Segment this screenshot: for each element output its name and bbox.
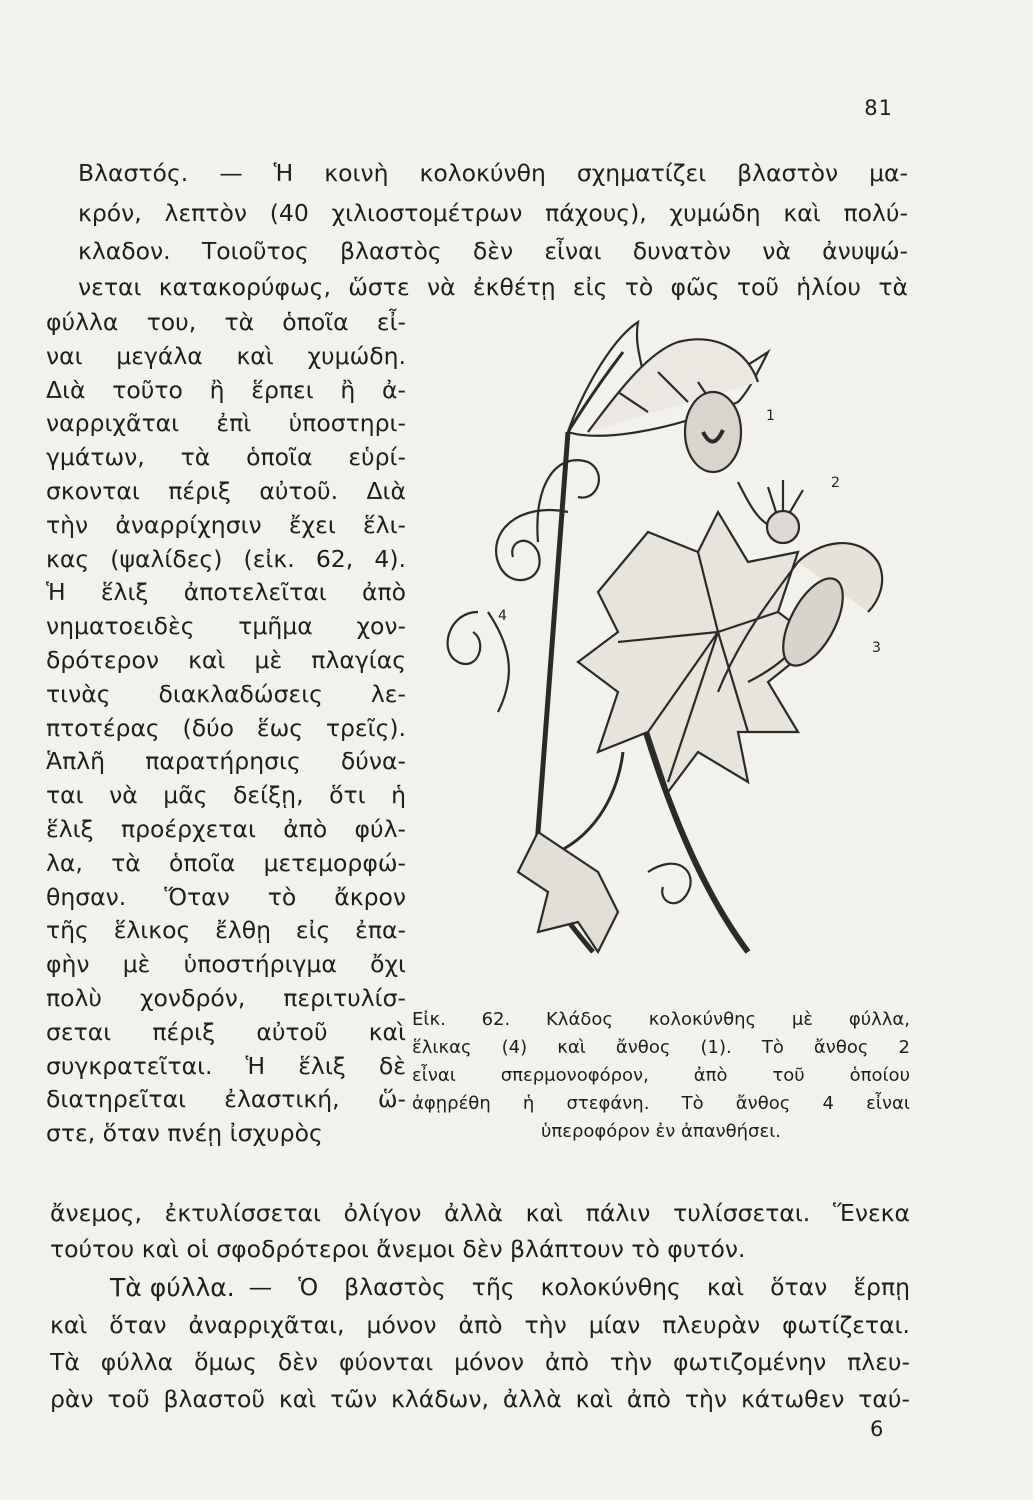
figure-label: 2 [831,475,840,491]
column-line: τινὰς διακλαδώσεις λε- [46,679,406,708]
figure-label: 1 [766,408,775,424]
text-line: τούτου καὶ οἱ σφοδρότεροι ἄνεμοι δὲν βλάπτουν τὸ φυτόν. [50,1235,746,1263]
text-line: ἄνεμος, ἐκτυλίσσεται ὀλίγον ἀλλὰ καὶ πάλιν τυλίσσεται. Ἕνεκα [50,1199,910,1227]
column-line: σκονται πέριξ αὐτοῦ. Διὰ [46,476,406,505]
column-line: θησαν. Ὅταν τὸ ἄκρον [46,882,406,911]
column-line: νηματοειδὲς τμῆμα χον- [46,612,406,641]
caption-line: ἀφῃρέθη ἡ στεφάνη. Τὸ ἄνθος 4 εἶναι [412,1093,910,1114]
column-line: σεται πέριξ αὐτοῦ καὶ [46,1017,406,1046]
wrapped-text-column [46,306,406,1151]
pumpkin-branch-illustration [418,312,918,1002]
column-line: δρότερον καὶ μὲ πλαγίας [46,645,406,674]
caption-line: εἶναι σπερμονοφόρον, ἀπὸ τοῦ ὁποίου [412,1065,910,1086]
signature-mark: 6 [870,1417,884,1441]
caption-line: Εἰκ. 62. Κλάδος κολοκύνθης μὲ φύλλα, [412,1009,910,1030]
column-line: ται νὰ μᾶς δείξῃ, ὅτι ἡ [46,781,406,810]
figure-pumpkin-branch [418,312,918,1002]
column-line: γμάτων, τὰ ὁποῖα εὑρί- [46,443,406,472]
column-line: κας (ψαλίδες) (εἰκ. 62, 4). [46,544,406,573]
column-line: φὴν μὲ ὑποστήριγμα ὄχι [46,950,406,979]
text-line: καὶ ὅταν ἀναρριχᾶται, μόνον ἀπὸ τὴν μίαν πλευρὰν φωτίζεται. [50,1311,910,1339]
text-line: ρὰν τοῦ βλαστοῦ καὶ τῶν κλάδων, ἀλλὰ καὶ ἀπὸ τὴν κάτωθεν ταύ- [50,1385,910,1413]
figure-label: 4 [498,608,507,624]
column-line: ναρριχᾶται ἐπὶ ὑποστηρι- [46,409,406,438]
column-line: Ἡ ἕλιξ ἀποτελεῖται ἀπὸ [46,578,406,607]
column-line: πολὺ χονδρόν, περιτυλίσ- [46,983,406,1012]
page-number: 81 [864,96,893,120]
caption-line: ὑπεροφόρον ἐν ἀπανθήσει. [540,1121,782,1142]
column-line: τῆς ἕλικος ἔλθῃ εἰς ἐπα- [46,916,406,945]
caption-line: ἕλικας (4) καὶ ἄνθος (1). Τὸ ἄνθος 2 [412,1037,910,1058]
column-line: διατηρεῖται ἐλαστική, ὥ- [46,1085,406,1114]
text-line: — Ὁ βλαστὸς τῆς κολοκύνθης καὶ ὅταν ἕρπῃ [248,1273,910,1301]
column-line: ἕλιξ προέρχεται ἀπὸ φύλ- [46,814,406,843]
column-line: στε, ὅταν πνέῃ ἰσχυρὸς [46,1119,323,1148]
text-line: κλαδον. Τοιοῦτος βλαστὸς δὲν εἶναι δυνατὸν νὰ ἀνυψώ- [78,237,908,265]
column-line: λα, τὰ ὁποῖα μετεμορφώ- [46,848,406,877]
section-heading: Τὰ φύλλα. [110,1273,235,1302]
text-line: κρόν, λεπτὸν (40 χιλιοστομέτρων πάχους), χυμώδη καὶ πολύ- [78,199,908,227]
column-line: τὴν ἀναρρίχησιν ἔχει ἕλι- [46,510,406,539]
text-line: Τὰ φύλλα ὅμως δὲν φύονται μόνον ἀπὸ τὴν φωτιζομένην πλευ- [50,1348,910,1376]
column-line: Διὰ τοῦτο ἢ ἕρπει ἢ ἀ- [46,375,406,404]
column-line: ναι μεγάλα καὶ χυμώδη. [46,341,406,370]
text-line: Βλαστός. — Ἡ κοινὴ κολοκύνθη σχηματίζει βλαστὸν μα- [78,159,908,187]
figure-label: 3 [872,640,881,656]
text-line: νεται κατακορύφως, ὥστε νὰ ἐκθέτῃ εἰς τὸ φῶς τοῦ ἡλίου τὰ [78,273,908,301]
column-line: συγκρατεῖται. Ἡ ἕλιξ δὲ [46,1051,406,1080]
figure-caption [412,1006,910,1146]
column-line: Ἁπλῆ παρατήρησις δύνα- [46,747,406,776]
column-line: φύλλα του, τὰ ὁποῖα εἶ- [46,308,406,336]
paragraph-heading-line [110,1270,910,1305]
column-line: πτοτέρας (δύο ἕως τρεῖς). [46,713,406,742]
